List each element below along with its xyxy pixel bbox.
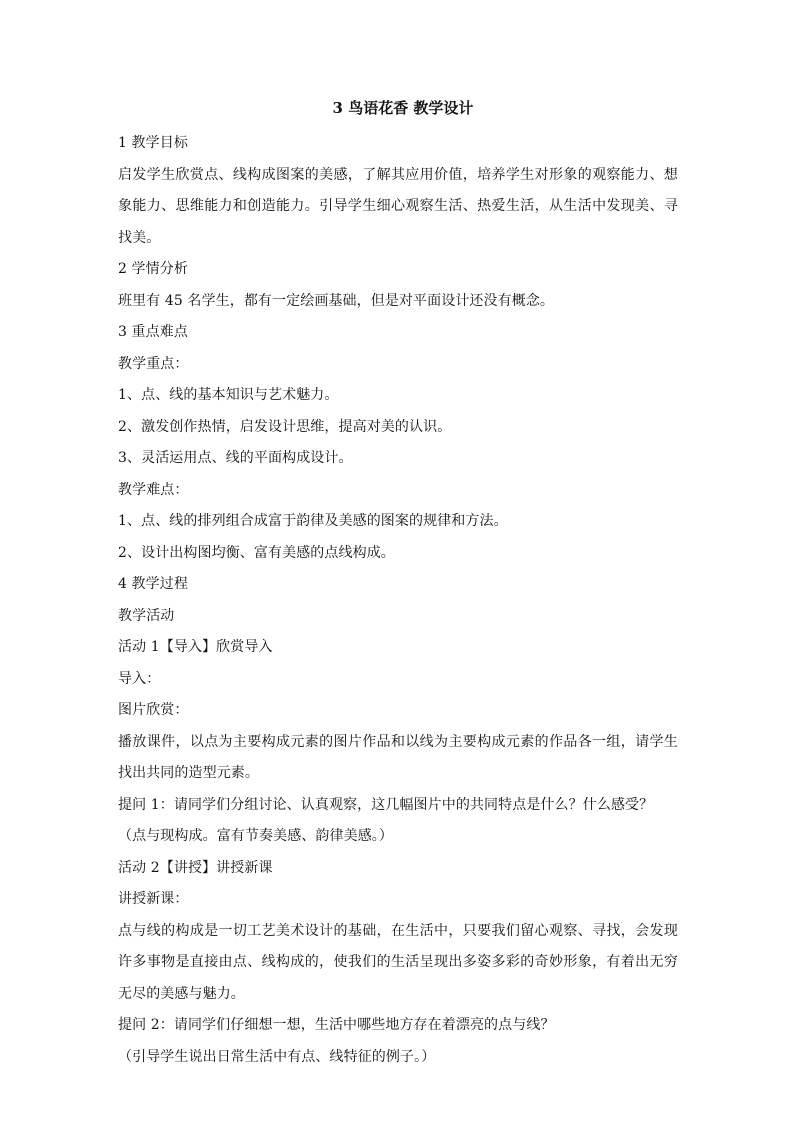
picture-appreciation-label: 图片欣赏： bbox=[118, 702, 189, 718]
section-heading-objectives: 1 教学目标 bbox=[118, 135, 188, 151]
answer-2: （引导学生说出日常生活中有点、线特征的例子。） bbox=[118, 1048, 436, 1065]
difficulty-item: 2、设计出构图均衡、富有美感的点线构成。 bbox=[118, 544, 395, 561]
activity-2-heading: 活动 2【讲授】讲授新课 bbox=[118, 859, 273, 876]
key-points-label: 教学重点： bbox=[118, 355, 189, 372]
question-1: 提问 1：请同学们分组讨论、认真观察，这几幅图片中的共同特点是什么？什么感受？ bbox=[118, 796, 654, 813]
analysis-text: 班里有 45 名学生，都有一定绘画基础，但是对平面设计还没有概念。 bbox=[118, 292, 555, 309]
objectives-text: 启发学生欣赏点、线构成图案的美感，了解其应用价值，培养学生对形象的观察能力、想象能力、思维能力和创造能力。引导学生细心观察生活、热爱生活，从生活中发现美、寻找美。 bbox=[118, 166, 678, 246]
difficulty-item: 1、点、线的排列组合成富于韵律及美感的图案的规律和方法。 bbox=[118, 513, 508, 529]
document-page bbox=[118, 98, 678, 1073]
courseware-text: 播放课件，以点为主要构成元素的图片作品和以线为主要构成元素的作品各一组，请学生找出共同的造型元素。 bbox=[118, 733, 678, 781]
section-heading-analysis: 2 学情分析 bbox=[118, 261, 188, 277]
activity-1-heading: 活动 1【导入】欣赏导入 bbox=[118, 639, 273, 655]
intro-label: 导入： bbox=[118, 670, 161, 687]
answer-1: （点与现构成。富有节奏美感、韵律美感。） bbox=[118, 828, 393, 844]
section-heading-key-points: 3 重点难点 bbox=[118, 324, 188, 340]
activities-label: 教学活动 bbox=[118, 607, 175, 624]
new-lesson-text: 点与线的构成是一切工艺美术设计的基础，在生活中，只要我们留心观察、寻找，会发现许多事物是直接由点、线构成的，使我们的生活呈现出多姿多彩的奇妙形象，有着出无穷无尽的美感与魅力。 bbox=[118, 922, 678, 1002]
difficulties-label: 教学难点： bbox=[118, 481, 189, 498]
question-2: 提问 2：请同学们仔细想一想，生活中哪些地方存在着漂亮的点与线？ bbox=[118, 1017, 555, 1033]
key-point-item: 1、点、线的基本知识与艺术魅力。 bbox=[118, 387, 339, 403]
document-title: 3 鸟语花香 教学设计 bbox=[332, 99, 474, 117]
key-point-item: 2、激发创作热情，启发设计思维，提高对美的认识。 bbox=[118, 418, 452, 435]
new-lesson-label: 讲授新课： bbox=[118, 891, 189, 907]
key-point-item: 3、灵活运用点、线的平面构成设计。 bbox=[118, 450, 353, 466]
section-heading-process: 4 教学过程 bbox=[118, 576, 188, 592]
